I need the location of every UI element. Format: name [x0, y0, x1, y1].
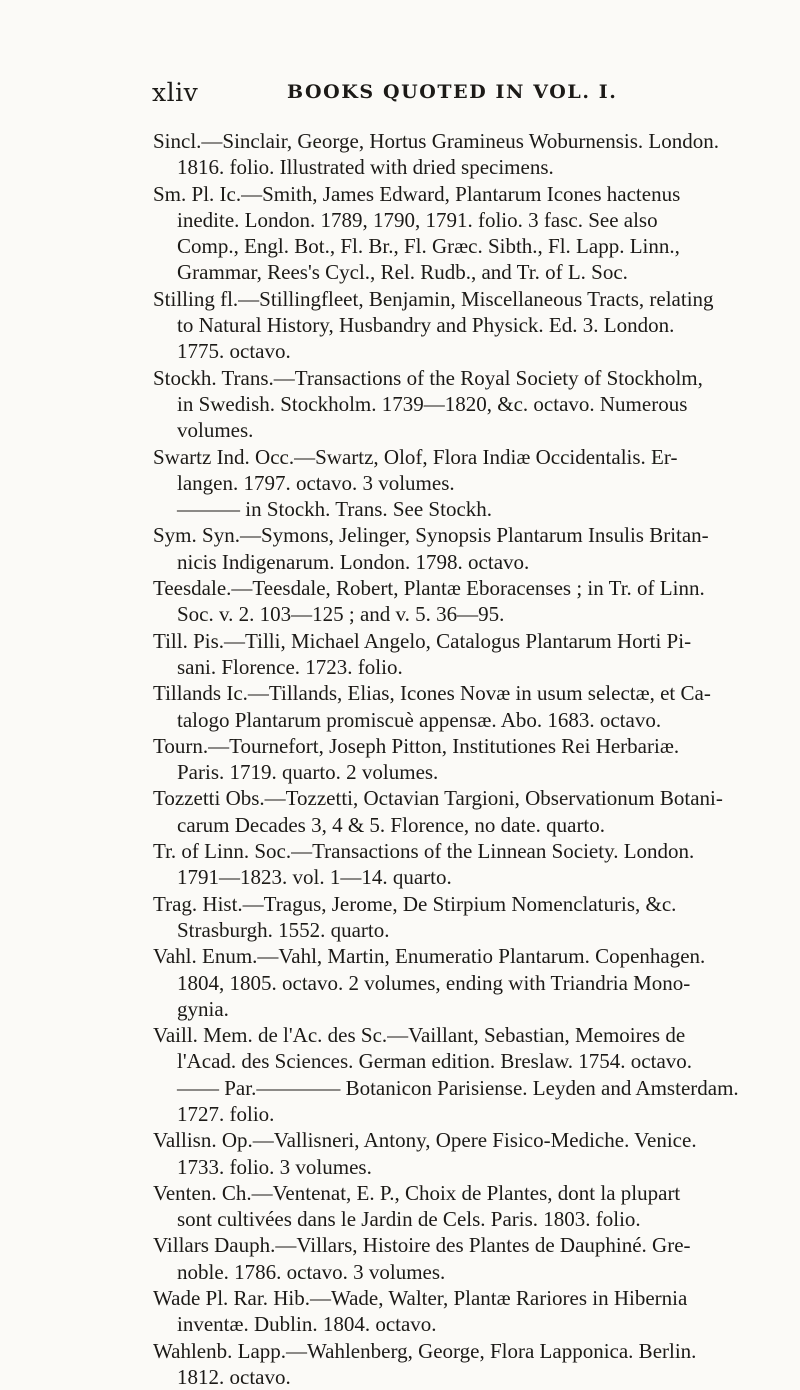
bibliography-entry-symons: Sym. Syn.—Symons, Jelinger, Synopsis Plantarum Insulis Britan- nicis Indigenarum. London. 1798. octavo.	[153, 523, 709, 574]
bibliography-entry-vaillant: Vaill. Mem. de l'Ac. des Sc.—Vaillant, Sebastian, Memoires de l'Acad. des Sciences. German edition. Breslaw. 1754. octavo. —— Par.———— Botanicon Parisiense. Leyden and Amsterdam. 1727. folio.	[153, 1023, 739, 1126]
bibliography-entry-swartz: Swartz Ind. Occ.—Swartz, Olof, Flora Indiæ Occidentalis. Er- langen. 1797. octavo. 3 volumes. ——— in Stockh. Trans. See Stockh.	[153, 444, 678, 522]
bibliography-entry-sinclair: Sincl.—Sinclair, George, Hortus Gramineus Woburnensis. London. 1816. folio. Illustrated with dried specimens.	[153, 129, 719, 180]
bibliography-entry-ventenat: Venten. Ch.—Ventenat, E. P., Choix de Plantes, dont la plupart sont cultivées dans le Jardin de Cels. Paris. 1803. folio.	[153, 1180, 681, 1232]
page-header	[152, 78, 730, 108]
bibliography-entry-tozzetti: Tozzetti Obs.—Tozzetti, Octavian Targioni, Observationum Botani- carum Decades 3, 4 & 5. Florence, no date. quarto.	[153, 786, 723, 837]
bibliography-entry-teesdale: Teesdale.—Teesdale, Robert, Plantæ Eboracenses ; in Tr. of Linn. Soc. v. 2. 103—125 ; and v. 5. 36—95.	[153, 576, 705, 627]
bibliography-entry-smith: Sm. Pl. Ic.—Smith, James Edward, Plantarum Icones hactenus inedite. London. 1789, 1790, 1791. folio. 3 fasc. See also Comp., Engl. Bot., Fl. Br., Fl. Græc. Sibth., Fl. Lapp. Linn., Grammar, Rees's Cycl., Rel. Rudb., and Tr. of L. Soc.	[153, 181, 681, 285]
bibliography-entry-tilli: Till. Pis.—Tilli, Michael Angelo, Catalogus Plantarum Horti Pi- sani. Florence. 1723. folio.	[153, 628, 692, 679]
bibliography-entry-linnean-transactions: Tr. of Linn. Soc.—Transactions of the Linnean Society. London. 1791—1823. vol. 1—14. quarto.	[153, 839, 695, 890]
page-number: xliv	[152, 78, 199, 107]
bibliography-entry-vallisneri: Vallisn. Op.—Vallisneri, Antony, Opere Fisico-Mediche. Venice. 1733. folio. 3 volumes.	[153, 1128, 697, 1179]
bibliography-entry-wahlenberg: Wahlenb. Lapp.—Wahlenberg, George, Flora Lapponica. Berlin. 1812. octavo.	[153, 1338, 697, 1389]
bibliography-entry-tillands: Tillands Ic.—Tillands, Elias, Icones Novæ in usum selectæ, et Ca- talogo Plantarum promiscuè appensæ. Abo. 1683. octavo.	[153, 681, 711, 732]
bibliography-entry-stillingfleet: Stilling fl.—Stillingfleet, Benjamin, Miscellaneous Tracts, relating to Natural History, Husbandry and Physick. Ed. 3. London. 1775. octavo.	[153, 286, 714, 364]
bibliography-entry-tragus: Trag. Hist.—Tragus, Jerome, De Stirpium Nomenclaturis, &c. Strasburgh. 1552. quarto.	[153, 891, 677, 942]
bibliography-entry-stockholm-transactions: Stockh. Trans.—Transactions of the Royal Society of Stockholm, in Swedish. Stockholm. 1739—1820, &c. octavo. Numerous volumes.	[153, 365, 703, 443]
bibliography-entry-vahl: Vahl. Enum.—Vahl, Martin, Enumeratio Plantarum. Copenhagen. 1804, 1805. octavo. 2 volumes, ending with Triandria Mono- gynia.	[153, 944, 706, 1021]
bibliography-list	[153, 128, 743, 1390]
bibliography-entry-wade: Wade Pl. Rar. Hib.—Wade, Walter, Plantæ Rariores in Hibernia inventæ. Dublin. 1804. octavo.	[153, 1286, 688, 1337]
running-head: BOOKS QUOTED IN VOL. I.	[287, 81, 618, 103]
bibliography-entry-tournefort: Tourn.—Tournefort, Joseph Pitton, Institutiones Rei Herbariæ. Paris. 1719. quarto. 2 volumes.	[153, 733, 680, 785]
bibliography-entry-villars: Villars Dauph.—Villars, Histoire des Plantes de Dauphiné. Gre- noble. 1786. octavo. 3 volumes.	[153, 1233, 691, 1284]
